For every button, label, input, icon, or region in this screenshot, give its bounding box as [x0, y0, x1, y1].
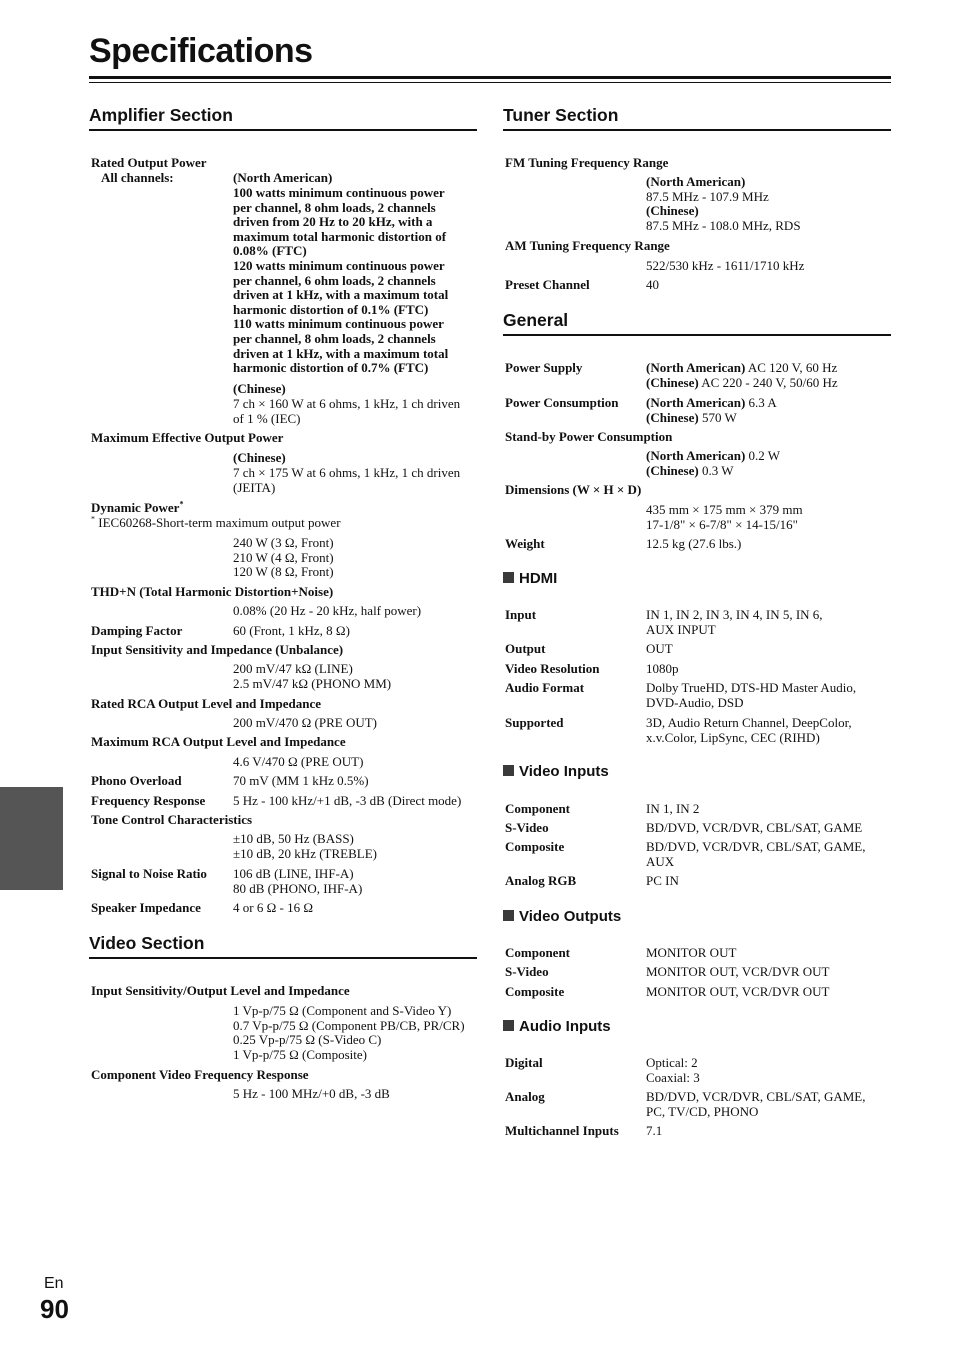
fm-values: (North American) 87.5 MHz - 107.9 MHz (Chinese) 87.5 MHz - 108.0 MHz, RDS	[646, 174, 801, 233]
na-label: (North American)	[233, 170, 333, 185]
rated-rca-value: 200 mV/470 Ω (PRE OUT)	[233, 715, 377, 730]
language-label: En	[44, 1275, 64, 1292]
video-section-heading: Video Section	[89, 932, 477, 959]
title-rule-thick	[89, 76, 891, 79]
all-channels-label: All channels:	[101, 170, 174, 185]
vo-svideo-value: MONITOR OUT, VCR/DVR OUT	[646, 964, 830, 979]
am-value: 522/530 kHz - 1611/1710 kHz	[646, 258, 805, 273]
audio-format-lines: Dolby TrueHD, DTS-HD Master Audio, DVD-Audio, DSD	[646, 680, 857, 710]
ai-multichannel-label: Multichannel Inputs	[505, 1123, 619, 1138]
thd-value: 0.08% (20 Hz - 20 kHz, half power)	[233, 603, 422, 618]
vi-composite-lines: BD/DVD, VCR/DVR, CBL/SAT, GAME, AUX	[646, 839, 866, 869]
max-effective-lines: 7 ch × 175 W at 6 ohms, 1 kHz, 1 ch driven (JEITA)	[233, 465, 461, 495]
tuner-section-heading: Tuner Section	[503, 104, 891, 131]
phono-overload-label: Phono Overload	[91, 773, 182, 788]
comp-freq-value: 5 Hz - 100 MHz/+0 dB, -3 dB	[233, 1086, 390, 1101]
standby-label: Stand-by Power Consumption	[505, 429, 673, 444]
tone-label: Tone Control Characteristics	[91, 812, 253, 827]
max-rca-value: 4.6 V/470 Ω (PRE OUT)	[233, 754, 364, 769]
preset-value: 40	[646, 277, 659, 292]
square-bullet-icon	[503, 765, 514, 776]
supported-lines: 3D, Audio Return Channel, DeepColor, x.v.Color, LipSync, CEC (RIHD)	[646, 715, 852, 745]
cn-power-lines: 7 ch × 160 W at 6 ohms, 1 kHz, 1 ch driven of 1 % (IEC)	[233, 396, 461, 426]
video-input-sens-lines: 1 Vp-p/75 Ω (Component and S-Video Y) 0.7 Vp-p/75 Ω (Component PB/CB, PR/CR) 0.25 Vp-p/75 Ω (S-Video C) 1 Vp-p/75 Ω (Composite)	[233, 1003, 465, 1062]
max-effective-label: Maximum Effective Output Power	[91, 430, 284, 445]
fm-label: FM Tuning Frequency Range	[505, 155, 669, 170]
snr-lines: 106 dB (LINE, IHF-A) 80 dB (PHONO, IHF-A)	[233, 866, 363, 896]
video-inputs-heading: Video Inputs	[503, 762, 609, 782]
input-sens-label: Input Sensitivity and Impedance (Unbalance)	[91, 642, 344, 657]
video-outputs-heading: Video Outputs	[503, 907, 621, 927]
damping-label: Damping Factor	[91, 623, 183, 638]
hdmi-heading: HDMI	[503, 569, 557, 589]
ai-analog-lines: BD/DVD, VCR/DVR, CBL/SAT, GAME, PC, TV/CD, PHONO	[646, 1089, 866, 1119]
vi-analog-rgb-label: Analog RGB	[505, 873, 577, 888]
hdmi-input-lines: IN 1, IN 2, IN 3, IN 4, IN 5, IN 6, AUX INPUT	[646, 607, 823, 637]
freq-response-label: Frequency Response	[91, 793, 206, 808]
amplifier-section-heading: Amplifier Section	[89, 104, 477, 131]
input-sens-lines: 200 mV/47 kΩ (LINE) 2.5 mV/47 kΩ (PHONO MM)	[233, 661, 392, 691]
speaker-value: 4 or 6 Ω - 16 Ω	[233, 900, 313, 915]
power-consumption-label: Power Consumption	[505, 395, 619, 410]
hdmi-input-label: Input	[505, 607, 537, 622]
square-bullet-icon	[503, 1020, 514, 1031]
power-supply-values: (North American) AC 120 V, 60 Hz (Chinese) AC 220 - 240 V, 50/60 Hz	[646, 360, 838, 390]
title-rule-thin	[89, 82, 891, 83]
vo-svideo-label: S-Video	[505, 964, 549, 979]
vi-composite-label: Composite	[505, 839, 565, 854]
dimensions-lines: 435 mm × 175 mm × 379 mm 17-1/8" × 6-7/8" × 14-15/16"	[646, 502, 803, 532]
ai-digital-lines: Optical: 2 Coaxial: 3	[646, 1055, 700, 1085]
preset-label: Preset Channel	[505, 277, 590, 292]
rated-output-power-label: Rated Output Power	[91, 155, 207, 170]
supported-label: Supported	[505, 715, 564, 730]
audio-inputs-heading: Audio Inputs	[503, 1017, 611, 1037]
dynamic-power-label: Dynamic Power*	[91, 499, 184, 515]
rated-rca-label: Rated RCA Output Level and Impedance	[91, 696, 322, 711]
power-supply-label: Power Supply	[505, 360, 583, 375]
vi-svideo-label: S-Video	[505, 820, 549, 835]
standby-values: (North American) 0.2 W (Chinese) 0.3 W	[646, 448, 781, 478]
section-side-tab	[0, 787, 63, 890]
snr-label: Signal to Noise Ratio	[91, 866, 207, 881]
page-title: Specifications	[89, 32, 313, 70]
vi-svideo-value: BD/DVD, VCR/DVR, CBL/SAT, GAME	[646, 820, 863, 835]
audio-format-label: Audio Format	[505, 680, 585, 695]
damping-value: 60 (Front, 1 kHz, 8 Ω)	[233, 623, 350, 638]
vi-component-value: IN 1, IN 2	[646, 801, 700, 816]
thd-label: THD+N (Total Harmonic Distortion+Noise)	[91, 584, 334, 599]
freq-response-value: 5 Hz - 100 kHz/+1 dB, -3 dB (Direct mode)	[233, 793, 462, 808]
dimensions-label: Dimensions (W × H × D)	[505, 482, 642, 497]
vi-analog-rgb-value: PC IN	[646, 873, 679, 888]
general-section-heading: General	[503, 309, 891, 336]
weight-label: Weight	[505, 536, 545, 551]
power-consumption-values: (North American) 6.3 A (Chinese) 570 W	[646, 395, 777, 425]
cn-label: (Chinese)	[233, 381, 286, 396]
dynamic-power-footnote: * IEC60268-Short-term maximum output power	[91, 514, 341, 530]
vo-component-label: Component	[505, 945, 571, 960]
ai-digital-label: Digital	[505, 1055, 543, 1070]
max-rca-label: Maximum RCA Output Level and Impedance	[91, 734, 346, 749]
ai-multichannel-value: 7.1	[646, 1123, 663, 1138]
square-bullet-icon	[503, 572, 514, 583]
video-resolution-label: Video Resolution	[505, 661, 600, 676]
speaker-label: Speaker Impedance	[91, 900, 201, 915]
hdmi-output-label: Output	[505, 641, 546, 656]
am-label: AM Tuning Frequency Range	[505, 238, 670, 253]
phono-overload-value: 70 mV (MM 1 kHz 0.5%)	[233, 773, 369, 788]
na-power-lines: 100 watts minimum continuous power per channel, 8 ohm loads, 2 channels driven from 20 Hz to 20 kHz, with a maximum total harmonic distortion of 0.08% (FTC) 120 watts minimum continuous power per channel, 6 ohm loads, 2 channels driven at 1 kHz, with a maximum total harmonic distortion of 0.1% (FTC) 110 watts minimum continuous power per channel, 8 ohm loads, 2 channels driven at 1 kHz, with a maximum total harmonic distortion of 0.7% (FTC)	[233, 185, 449, 376]
video-resolution-value: 1080p	[646, 661, 679, 676]
vi-component-label: Component	[505, 801, 571, 816]
tone-lines: ±10 dB, 50 Hz (BASS) ±10 dB, 20 kHz (TREBLE)	[233, 831, 377, 861]
hdmi-output-value: OUT	[646, 641, 673, 656]
video-input-sens-label: Input Sensitivity/Output Level and Impedance	[91, 983, 350, 998]
weight-value: 12.5 kg (27.6 lbs.)	[646, 536, 742, 551]
dynamic-power-lines: 240 W (3 Ω, Front) 210 W (4 Ω, Front) 120 W (8 Ω, Front)	[233, 535, 334, 580]
vo-composite-label: Composite	[505, 984, 565, 999]
max-effective-cn-label: (Chinese)	[233, 450, 286, 465]
square-bullet-icon	[503, 910, 514, 921]
vo-component-value: MONITOR OUT	[646, 945, 737, 960]
vo-composite-value: MONITOR OUT, VCR/DVR OUT	[646, 984, 830, 999]
comp-freq-label: Component Video Frequency Response	[91, 1067, 309, 1082]
ai-analog-label: Analog	[505, 1089, 545, 1104]
page-number: 90	[40, 1294, 69, 1324]
